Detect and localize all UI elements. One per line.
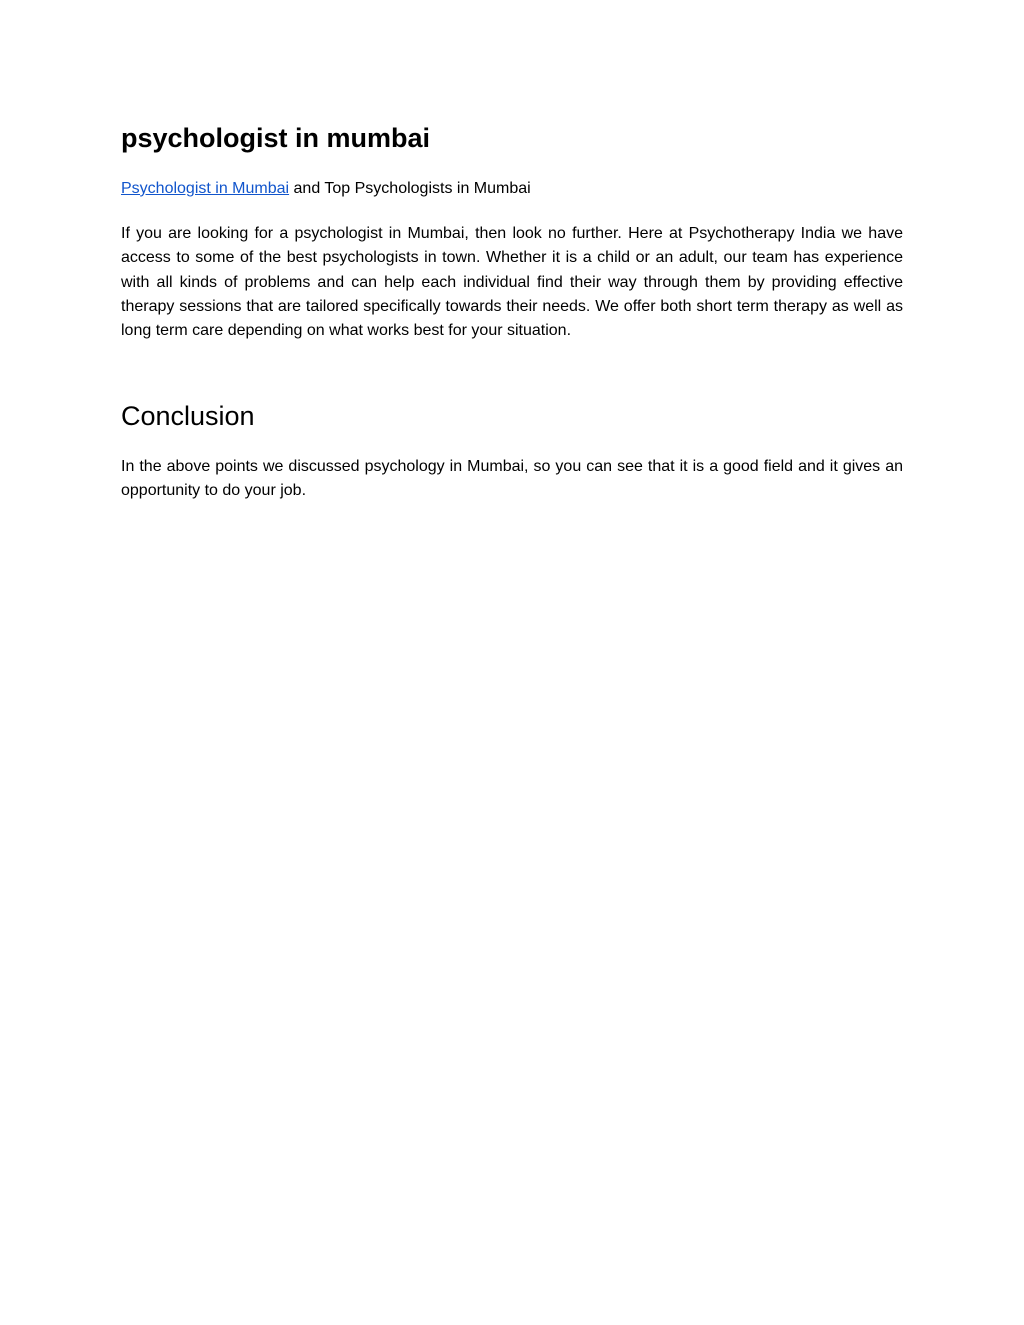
conclusion-heading: Conclusion: [121, 401, 255, 431]
intro-line: [121, 177, 531, 201]
psychologist-in-mumbai-link[interactable]: Psychologist in Mumbai: [121, 180, 290, 197]
body-paragraph: If you are looking for a psychologist in Mumbai, then look no further. Here at Psychotherapy India we have access to some of the best psychologists in town. Whether it is a child or an adult, our team has experience with all kinds of problems and can help each individual find their way through them by providing effective therapy sessions that are tailored specifically towards their needs. We offer both short term therapy as well as long term care depending on what works best for your situation.: [121, 225, 903, 340]
intro-rest-text: and Top Psychologists in Mumbai: [289, 180, 531, 197]
document-title: psychologist in mumbai: [121, 123, 431, 153]
conclusion-paragraph: In the above points we discussed psychology in Mumbai, so you can see that it is a good field and it gives an opportunity to do your job.: [121, 458, 903, 500]
